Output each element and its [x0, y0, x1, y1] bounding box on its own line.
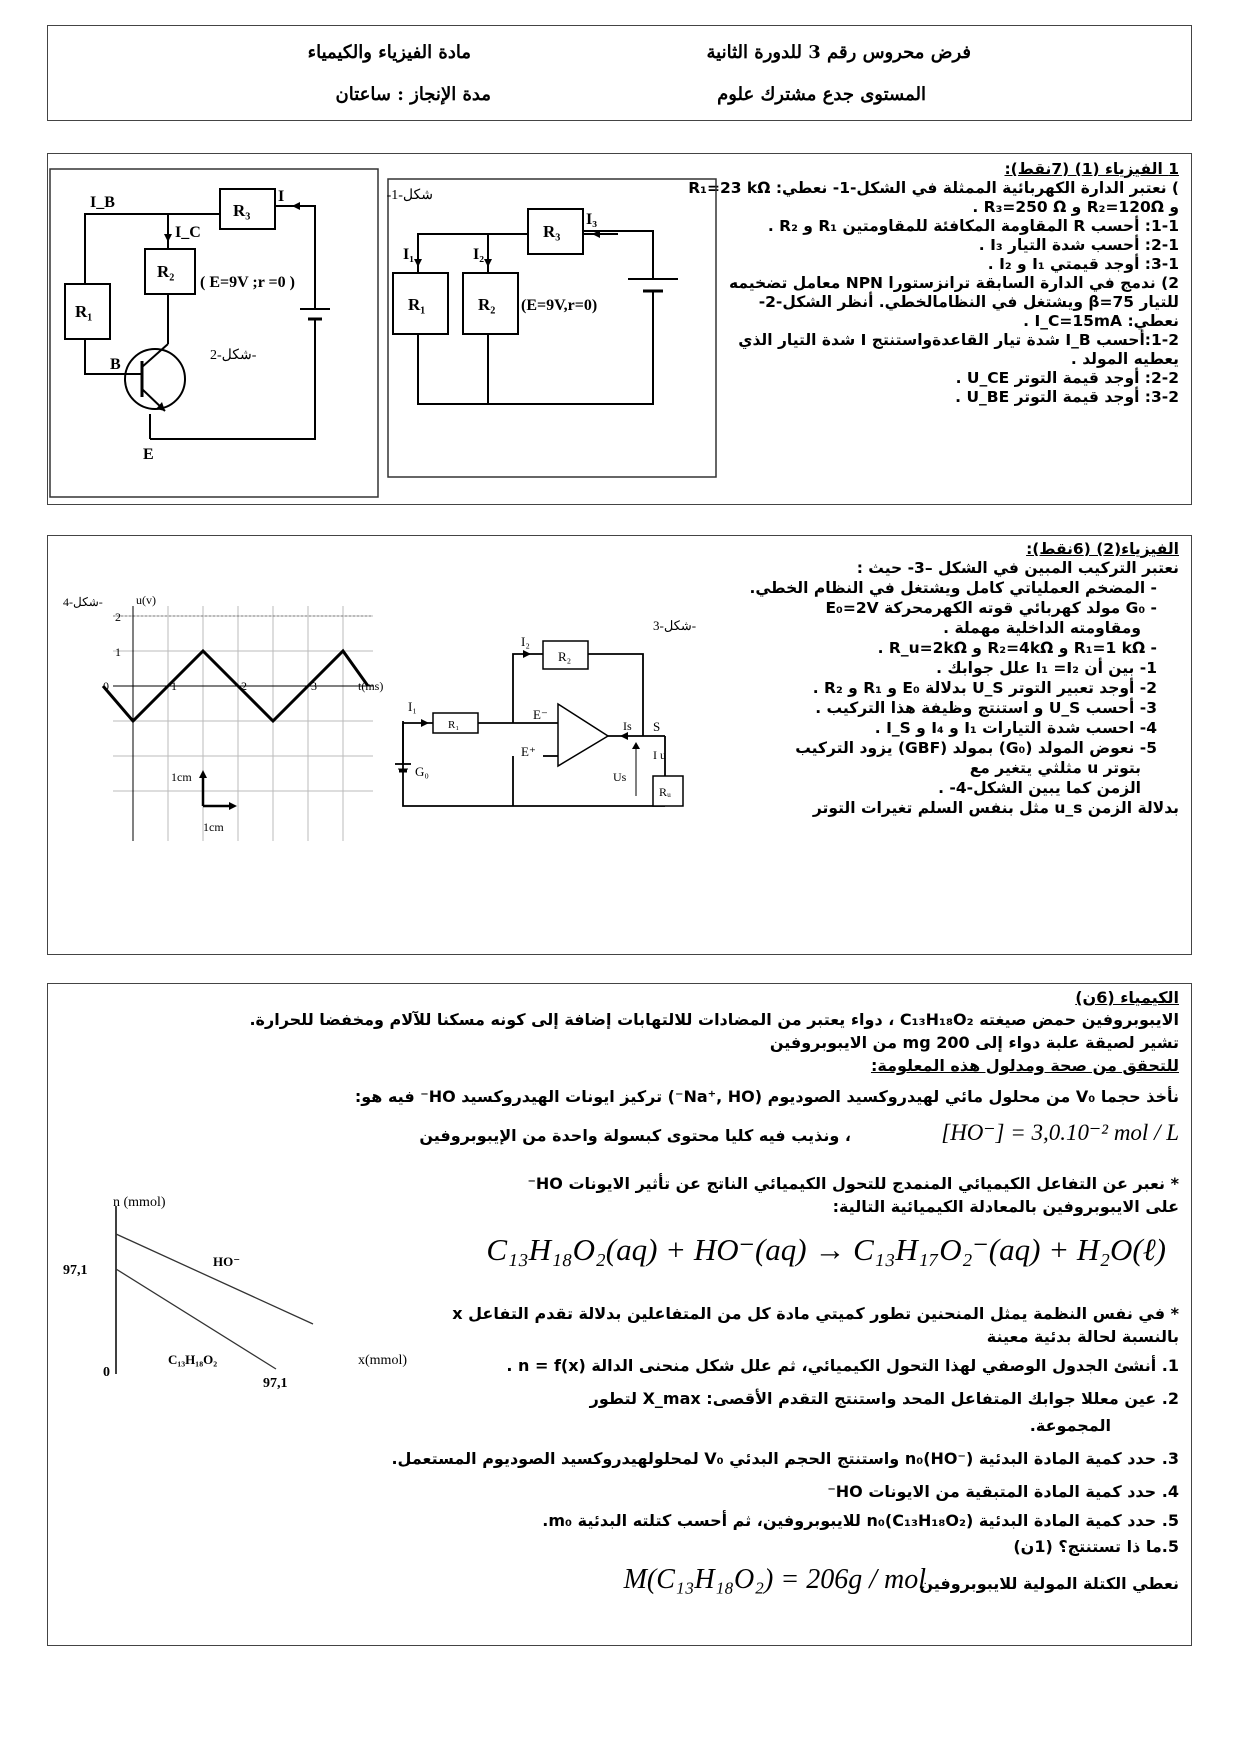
- subject-title: مادة الفيزياء والكيمياء: [307, 42, 471, 63]
- fig2-ic-label: I_C: [175, 224, 201, 241]
- fig2-gen-label: ( E=9V ;r =0 ): [200, 274, 295, 291]
- physics1-line-8: 1-2:أحسب I_B شدة تيار القاعدةواستنتج I شدة التيار الذي: [738, 331, 1179, 349]
- chem-line-9: 1. أنشئ الجدول الوصفي لهذا التحول الكيميائي، ثم علل شكل منحنى الدالة n = f(x) .: [506, 1356, 1179, 1375]
- fig4-xtick-3: 3: [311, 679, 317, 693]
- chem-line-12: 3. حدد كمية المادة البدئية n₀(HO⁻) واستنتج الحجم البدئي V₀ لمحلولهيدروكسيد الصوديوم المستعمل.: [391, 1449, 1179, 1468]
- fig3-i1-label: I₁: [408, 699, 417, 714]
- fig3-ru-label: Rᵤ: [659, 785, 671, 799]
- fig1-i1-label: I₁: [403, 246, 415, 263]
- physics2-line-2: - G₀ مولد كهربائي قوته الكهرمحركة E₀=2V: [825, 599, 1157, 617]
- fig1-r1-label: R₁: [408, 295, 426, 314]
- fig4-ylabel: u(v): [136, 593, 156, 607]
- chem-line-3: نأخذ حجما V₀ من محلول مائي لهيدروكسيد الصوديوم (Na⁺, HO⁻) تركيز ايونات الهيدروكسيد HO⁻ فيه هو:: [354, 1087, 1179, 1106]
- fig4-xtick-2: 2: [241, 679, 247, 693]
- figure-4-graph: [63, 593, 393, 856]
- fig1-gen-label: (E=9V,r=0): [521, 297, 598, 314]
- chem-line-2: للتحقق من صحة ومدلول هذه المعلومة:: [870, 1056, 1179, 1075]
- physics2-text: [731, 536, 1191, 956]
- graph-origin: 0: [103, 1365, 110, 1380]
- fig3-is-label: Is: [623, 719, 632, 733]
- chem-line-15: 5.ما ذا تستنتج؟ (1ن): [1013, 1537, 1179, 1556]
- chemistry-section: [47, 983, 1192, 1646]
- physics1-line-7: نعطي: I_C=15mA .: [1023, 312, 1179, 330]
- fig4-scale-horizontal: 1cm: [203, 820, 224, 834]
- fig2-b-label: B: [110, 356, 121, 373]
- graph-curve1-label: HO⁻: [213, 1254, 241, 1269]
- figure-1-circuit: [388, 179, 718, 479]
- physics1-line-6: للتيار β=75 ويشتغل في النظامالخطي. أنظر الشكل-2-: [758, 293, 1179, 311]
- fig3-r2-label: R₂: [558, 649, 572, 664]
- fig1-i2-label: I₂: [473, 246, 485, 263]
- figure-2-circuit: [50, 169, 380, 499]
- physics1-title: 1 الفيزياء (1) (7نقط):: [1004, 160, 1179, 178]
- fig2-r1-label: R₁: [75, 302, 93, 321]
- fig3-caption: شكل-3-: [653, 618, 697, 633]
- graph-x-value: 97,1: [263, 1376, 288, 1391]
- reaction-equation: C₁₃H₁₈O₂(aq) + HO⁻(aq) → C₁₃H₁₇O₂⁻(aq) + H₂O(ℓ): [486, 1232, 1166, 1267]
- chem-line-10: 2. عين معللا جوابك المتفاعل المحد واستنتج التقدم الأقصى: X_max لتطور: [589, 1389, 1179, 1408]
- physics2-line-9: 5- نعوض المولد (G₀) بمولد (GBF) يزود التركيب: [795, 739, 1157, 757]
- curve-hydroxide: [116, 1234, 313, 1324]
- physics1-section: [47, 153, 1192, 505]
- physics2-line-12: بدلالة الزمن u_s مثل بنفس السلم تغيرات التوتر: [812, 799, 1179, 817]
- hydroxide-concentration: [HO⁻] = 3,0.10⁻² mol / L: [941, 1120, 1179, 1145]
- physics1-line-10: 2-2: أوجد قيمة التوتر U_CE .: [955, 369, 1179, 387]
- physics2-line-8: 4- احسب شدة التيارات I₁ و I₄ و I_S .: [874, 719, 1157, 737]
- header-box: [47, 25, 1192, 121]
- physics2-line-3: ومقاومته الداخلية مهملة .: [943, 619, 1141, 637]
- fig3-i2-label: I₂: [521, 634, 530, 649]
- physics2-title: الفيزياء(2) (6نقط):: [1026, 540, 1179, 558]
- fig2-caption: شكل-2-: [210, 348, 257, 363]
- physics1-text: [688, 154, 1191, 506]
- physics1-line-5: 2) ندمج في الدارة السابقة ترانزستورا NPN معامل تضخيمه: [728, 274, 1179, 292]
- physics2-line-6: 2- أوجد تعبير التوتر U_S بدلالة E₀ و R₁ و R₂ .: [812, 679, 1157, 697]
- fig2-r2-label: R₂: [157, 262, 175, 281]
- fig3-eminus-label: E⁻: [533, 707, 548, 722]
- molar-mass: M(C₁₃H₁₈O₂) = 206g / mol: [623, 1564, 926, 1595]
- graph-ylabel: n (mmol): [113, 1195, 166, 1210]
- fig3-us-label: Us: [613, 770, 627, 784]
- physics2-line-5: 1- بين أن I₁ =I₂ علل جوابك .: [936, 659, 1157, 677]
- fig1-caption: شكل-1-: [386, 188, 433, 203]
- fig3-s-label: S: [653, 719, 661, 734]
- physics2-line-0: نعتبر التركيب المبين في الشكل –3- حيث :: [856, 559, 1179, 577]
- chem-line-7: * في نفس النظمة يمثل المنحنين تطور كميتي مادة كل من المتفاعلين بدلالة تقدم التفاعل x: [452, 1304, 1179, 1323]
- figure-3-opamp-circuit: [403, 616, 733, 851]
- chem-line-13: 4. حدد كمية المادة المتبقية من الايونات HO⁻: [827, 1482, 1179, 1501]
- chem-line-0: الايبوبروفين حمض صيغته C₁₃H₁₈O₂ ، دواء يعتبر من المضادات للالتهابات إضافة إلى كونه مسكنا للآلام ومخفضا للحرارة.: [249, 1010, 1179, 1029]
- chem-line-11: المجموعة.: [1029, 1416, 1111, 1435]
- physics2-line-7: 3- أحسب U_S و استنتج وظيفة هذا التركيب .: [815, 699, 1157, 717]
- physics1-line-3: 2-1: أحسب شدة التيار I₃ .: [978, 236, 1179, 254]
- fig2-i-label: I: [278, 188, 285, 205]
- physics2-line-1: - المضخم العملياتي كامل ويشتغل في النظام الخطي.: [749, 579, 1157, 597]
- fig1-r3-label: R₃: [543, 222, 561, 241]
- fig4-xlabel: t(ms): [358, 679, 384, 693]
- physics1-line-9: يعطيه المولد .: [1070, 350, 1179, 368]
- chem-line-1: تشير لصيقة علبة دواء إلى 200 mg من الايبوبروفين: [769, 1033, 1179, 1052]
- physics2-line-4: - R₁=1 kΩ و R₂=4kΩ و R_u=2kΩ .: [877, 639, 1157, 657]
- chem-line-4: ، ونذيب فيه كليا محتوى كبسولة واحدة من الإيبوبروفين: [419, 1126, 851, 1145]
- physics1-line-11: 3-2: أوجد قيمة التوتر U_BE .: [955, 388, 1179, 406]
- fig4-ytick-0: 0: [103, 679, 109, 693]
- physics2-section: [47, 535, 1192, 955]
- chem-line-8: بالنسبة لحالة بدئية معينة: [986, 1327, 1179, 1346]
- fig4-caption: شكل-4-: [63, 595, 103, 609]
- physics2-line-11: الزمن كما يبين الشكل-4- .: [938, 779, 1141, 797]
- chemistry-graph: [58, 1194, 478, 1404]
- level-label: المستوى جدع مشترك علوم: [717, 84, 926, 105]
- fig4-scale-vertical: 1cm: [171, 770, 192, 784]
- chem-line-5: * نعبر عن التفاعل الكيميائي المنمدج للتحول الكيميائي الناتج عن تأثير الايونات HO⁻: [527, 1174, 1179, 1193]
- fig4-ytick-1: 1: [115, 645, 121, 659]
- exam-title: فرض محروس رقم 3 للدورة الثانية: [706, 42, 971, 63]
- fig1-r2-label: R₂: [478, 295, 496, 314]
- physics2-line-10: بتوتر u مثلثي يتغير مع: [969, 759, 1141, 777]
- fig3-r1-label: R₁: [448, 719, 460, 731]
- chem-line-16: نعطي الكتلة المولية للايبوبروفين: [919, 1574, 1179, 1593]
- chem-line-6: على الايبوبروفين بالمعادلة الكيميائية التالية:: [832, 1197, 1179, 1216]
- physics1-line-4: 3-1: أوجد قيمتي I₁ و I₂ .: [987, 255, 1179, 273]
- physics1-line-1: و R₂=120Ω و R₃=250 Ω .: [972, 198, 1179, 216]
- fig4-ytick-2: 2: [115, 610, 121, 624]
- duration-label: مدة الإنجاز : ساعتان: [335, 84, 491, 105]
- fig3-g0-label: G₀: [415, 764, 429, 779]
- fig1-i3-label: I₃: [586, 211, 598, 228]
- fig2-ib-label: I_B: [90, 194, 115, 211]
- physics1-line-0: ) نعتبر الدارة الكهربائية الممثلة في الشكل-1- نعطي: R₁=23 kΩ: [688, 179, 1179, 197]
- fig2-r3-label: R₃: [233, 201, 251, 220]
- physics1-line-2: 1-1: أحسب R المقاومة المكافئة للمقاومتين R₁ و R₂ .: [767, 217, 1179, 235]
- fig4-xtick-1: 1: [171, 679, 177, 693]
- graph-curve2-label: C₁₃H₁₈O₂: [168, 1352, 218, 1367]
- fig3-iu-label: I u: [653, 748, 666, 762]
- fig3-eplus-label: E⁺: [521, 744, 536, 759]
- chem-title: الكيمياء (6ن): [1075, 988, 1179, 1007]
- fig2-e-label: E: [143, 446, 154, 463]
- graph-y-value: 97,1: [63, 1263, 88, 1278]
- chem-line-14: 5. حدد كمية المادة البدئية n₀(C₁₃H₁₈O₂) للايبوبروفين، ثم أحسب كتلته البدئية m₀.: [542, 1511, 1179, 1530]
- graph-xlabel: x(mmol): [358, 1353, 407, 1368]
